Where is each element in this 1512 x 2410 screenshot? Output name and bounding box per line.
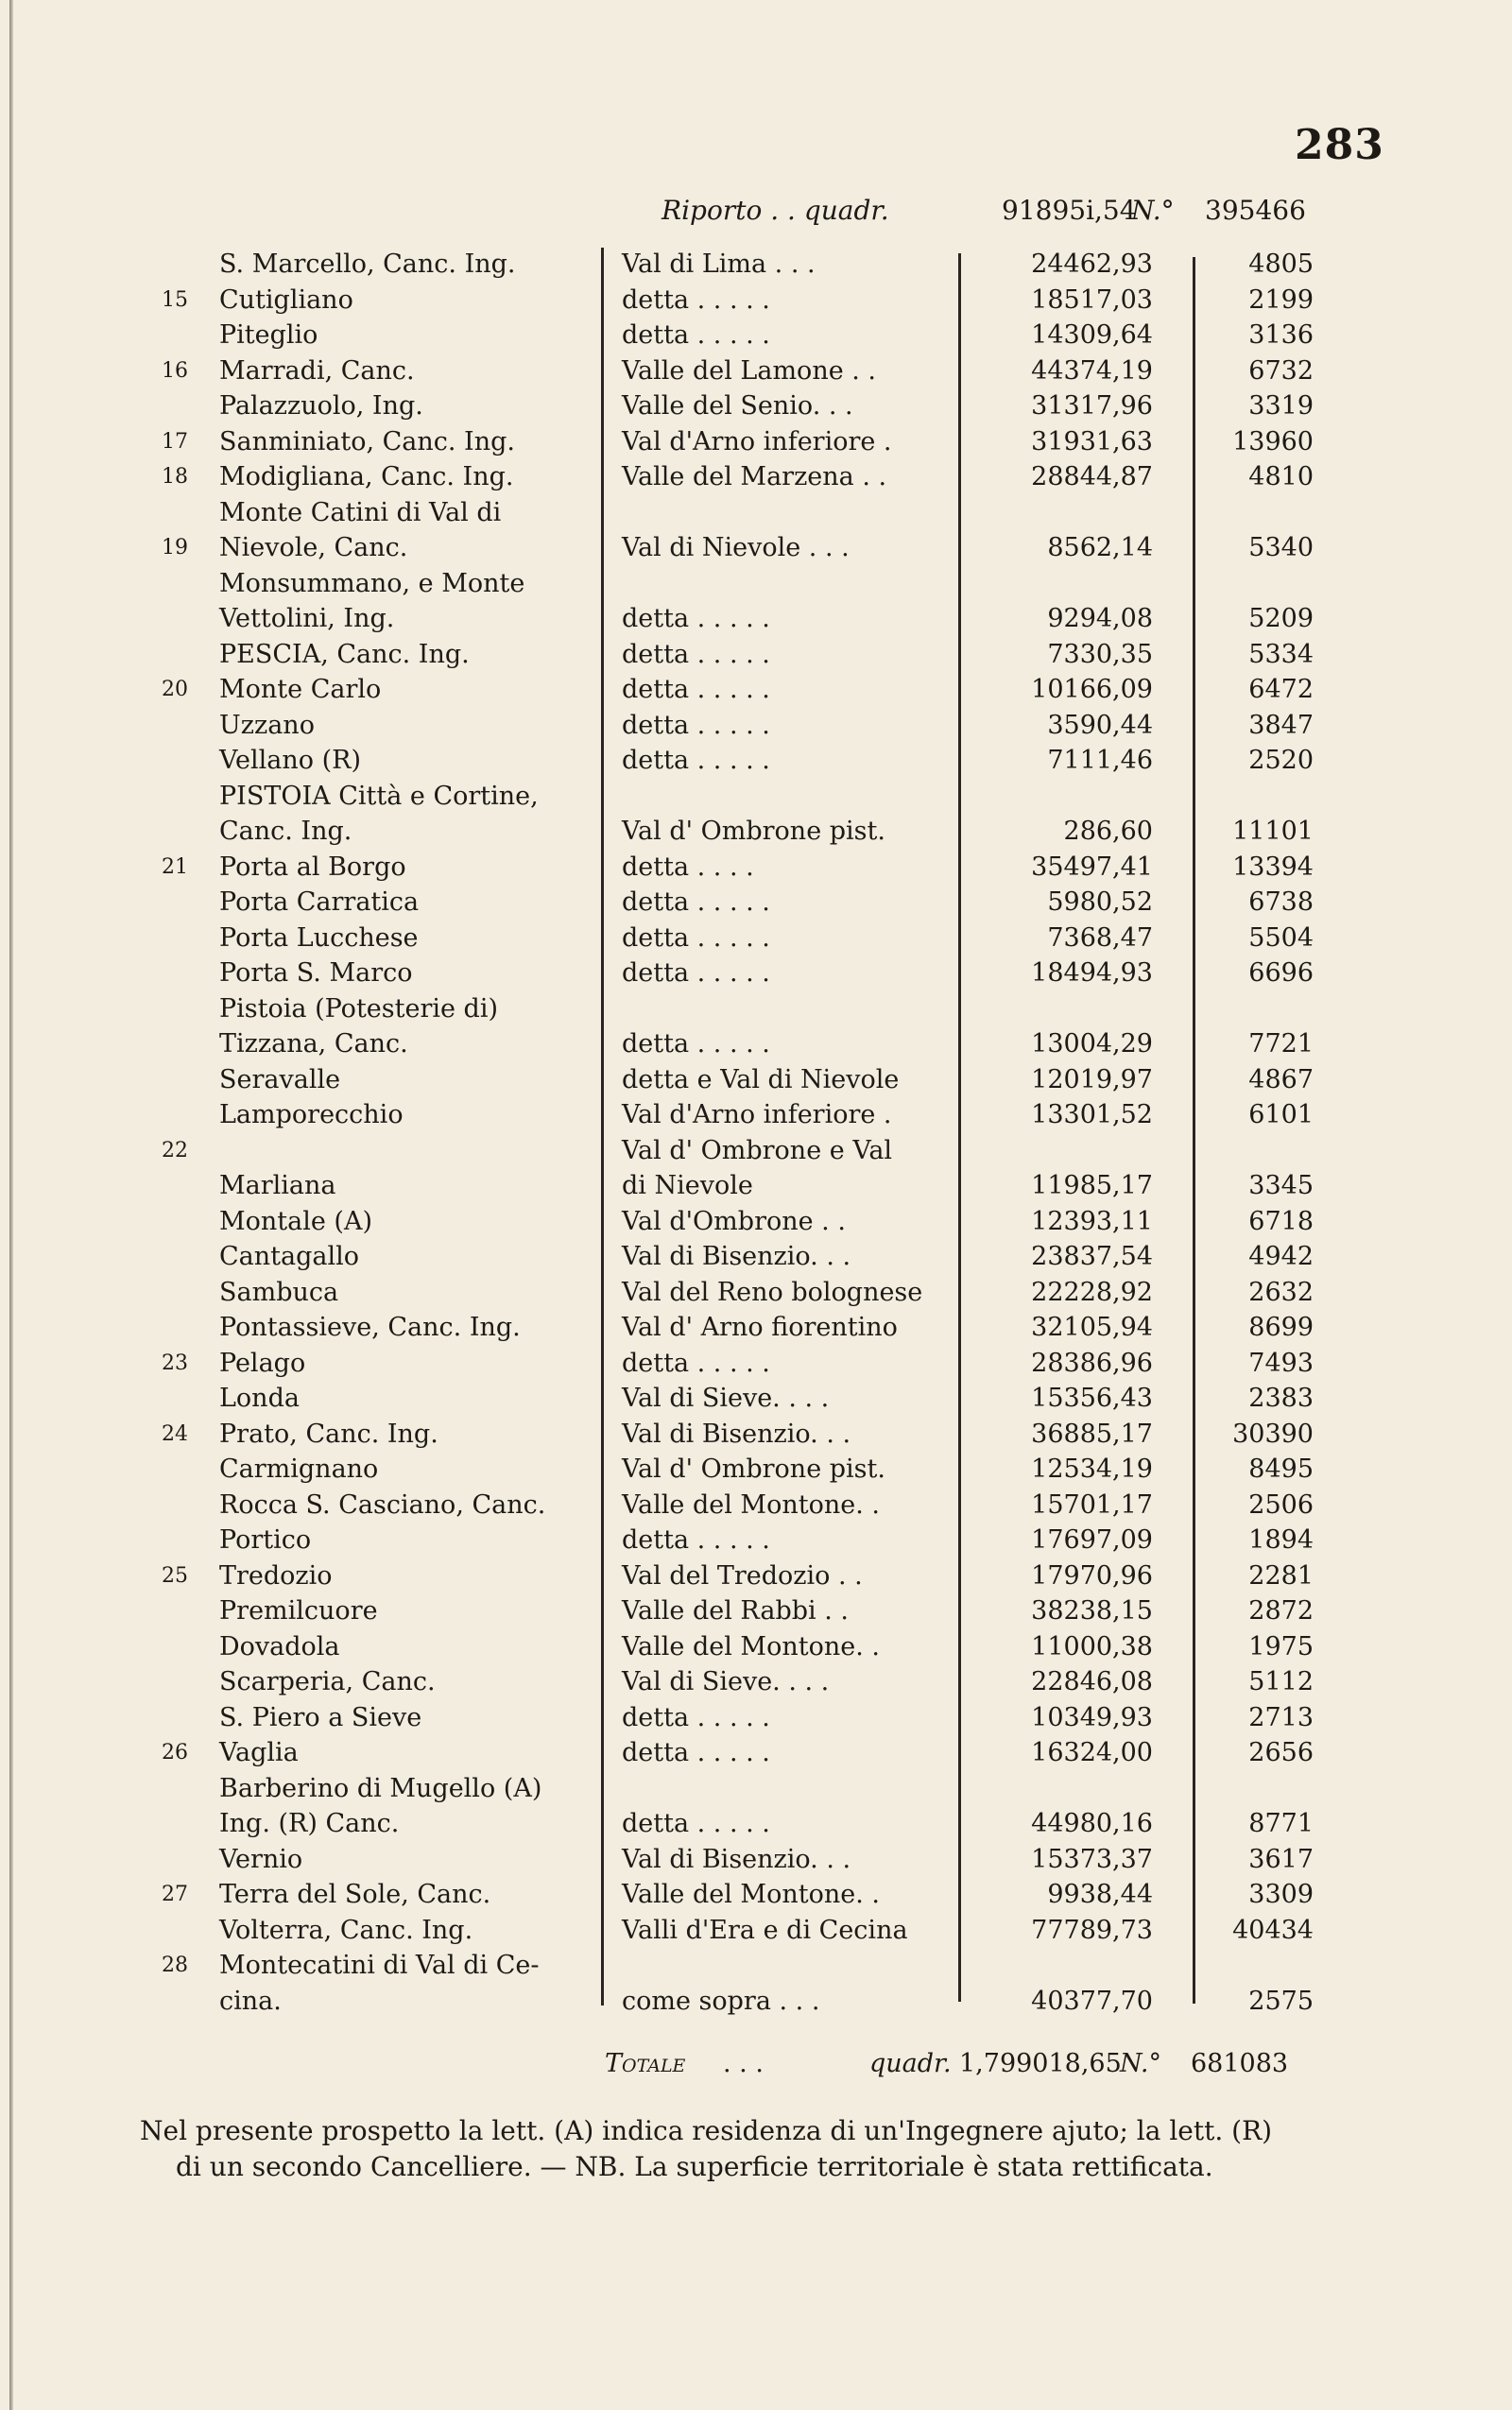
population: 40434: [1232, 1915, 1314, 1945]
surface-area: 5980,52: [1047, 887, 1153, 917]
table-row: [0, 1594, 1512, 1628]
commune-name: Pistoia (Potesterie di): [219, 993, 499, 1024]
surface-area: 16324,00: [1031, 1738, 1153, 1767]
commune-name: PESCIA, Canc. Ing.: [219, 639, 470, 669]
commune-name: Seravalle: [219, 1064, 341, 1094]
commune-name: Porta al Borgo: [219, 852, 406, 882]
surface-area: 38238,15: [1031, 1596, 1153, 1626]
population: 2281: [1248, 1560, 1314, 1591]
commune-name: Dovadola: [219, 1631, 340, 1661]
commune-name: Pelago: [219, 1348, 306, 1378]
population: 5504: [1248, 922, 1314, 953]
population: 8771: [1248, 1809, 1314, 1838]
table-row: [0, 1736, 1512, 1770]
valley-name: detta . . . . .: [622, 958, 770, 988]
district-number: 20: [162, 678, 188, 701]
totale-label: Totale: [605, 2049, 686, 2078]
population: 7493: [1248, 1348, 1314, 1378]
commune-name: Sambuca: [219, 1277, 339, 1307]
population: 13394: [1232, 852, 1314, 882]
commune-name: Cantagallo: [219, 1242, 359, 1271]
table-row: [0, 1418, 1512, 1452]
table-row: [0, 1027, 1512, 1061]
valley-name: Val di Bisenzio. . .: [622, 1844, 851, 1874]
table-row: [0, 921, 1512, 955]
valley-name: Val d' Ombrone e Val: [622, 1135, 893, 1165]
riporto-label: Riporto . . quadr.: [662, 195, 889, 226]
population: 5340: [1248, 533, 1314, 562]
commune-name: Modigliana, Canc. Ing.: [219, 462, 514, 491]
valley-name: di Nievole: [622, 1171, 753, 1200]
commune-name: Monte Carlo: [219, 675, 382, 704]
district-number: 23: [162, 1351, 188, 1375]
surface-area: 23837,54: [1031, 1242, 1153, 1271]
valley-name: Val di Nievole . . .: [622, 533, 850, 562]
table-row: [0, 1169, 1512, 1203]
district-number: 19: [162, 536, 188, 559]
table-row: [0, 496, 1512, 530]
valley-name: Valle del Marzena . .: [622, 462, 887, 491]
table-row: [0, 992, 1512, 1026]
table-row: [0, 1240, 1512, 1274]
population: 3617: [1248, 1844, 1314, 1874]
riporto-population: 395466: [1205, 195, 1306, 226]
population: 4867: [1248, 1064, 1314, 1094]
population: 2575: [1248, 1986, 1314, 2016]
table-row: [0, 354, 1512, 388]
commune-name: Volterra, Canc. Ing.: [219, 1915, 473, 1945]
valley-name: Val d'Ombrone . .: [622, 1206, 846, 1236]
commune-name: S. Piero a Sieve: [219, 1702, 422, 1732]
surface-area: 14309,64: [1031, 320, 1153, 350]
surface-area: 7368,47: [1047, 922, 1153, 953]
valley-name: Valle del Montone. .: [622, 1489, 880, 1520]
page-number: 283: [1295, 121, 1384, 169]
surface-area: 18517,03: [1031, 284, 1153, 315]
surface-area: 11985,17: [1031, 1171, 1153, 1200]
valley-name: detta . . . . .: [622, 639, 770, 669]
table-row: [0, 851, 1512, 885]
surface-area: 15356,43: [1031, 1384, 1153, 1413]
district-number: 28: [162, 1954, 188, 1977]
table-row: [0, 1098, 1512, 1132]
table-row: [0, 1134, 1512, 1168]
population: 5209: [1248, 604, 1314, 633]
table-row: [0, 1489, 1512, 1523]
commune-name: Porta Carratica: [219, 887, 420, 917]
population: 11101: [1232, 817, 1314, 846]
footnote-line-2: di un secondo Cancelliere. — NB. La superficie territoriale è stata rettificata.: [176, 2151, 1213, 2182]
commune-name: Vernio: [219, 1844, 303, 1874]
valley-name: detta . . . . .: [622, 746, 770, 775]
surface-area: 22228,92: [1031, 1277, 1153, 1307]
valley-name: Val d' Ombrone pist.: [622, 817, 885, 846]
population: 2632: [1248, 1277, 1314, 1307]
commune-name: Vellano (R): [219, 746, 361, 775]
district-number: 17: [162, 429, 188, 454]
valley-name: detta e Val di Nievole: [622, 1064, 900, 1094]
table-row: [0, 1347, 1512, 1381]
table-row: [0, 1276, 1512, 1310]
table-row: [0, 284, 1512, 318]
surface-area: 77789,73: [1031, 1915, 1153, 1945]
commune-name: Palazzuolo, Ing.: [219, 391, 423, 421]
population: 3345: [1248, 1171, 1314, 1200]
surface-area: 44980,16: [1031, 1809, 1153, 1838]
table-row: [0, 1630, 1512, 1664]
table-row: [0, 1914, 1512, 1948]
commune-name: Prato, Canc. Ing.: [219, 1419, 438, 1449]
valley-name: detta . . . . .: [622, 1029, 770, 1059]
table-row: [0, 815, 1512, 849]
surface-area: 35497,41: [1031, 852, 1153, 882]
valley-name: Val del Reno bolognese: [622, 1277, 923, 1307]
population: 30390: [1232, 1419, 1314, 1449]
commune-name: Monte Catini di Val di: [219, 497, 502, 527]
valley-name: Valle del Rabbi . .: [622, 1596, 850, 1626]
population: 6696: [1248, 958, 1314, 988]
commune-name: Tredozio: [219, 1560, 333, 1591]
population: 2383: [1248, 1384, 1314, 1413]
population: 2872: [1248, 1596, 1314, 1626]
commune-name: Uzzano: [219, 710, 315, 740]
population: 13960: [1232, 426, 1314, 456]
table-row: [0, 1453, 1512, 1487]
population: 6472: [1248, 675, 1314, 704]
table-row: [0, 673, 1512, 707]
totale-quadr: quadr.: [869, 2049, 952, 2078]
district-number: 25: [162, 1563, 188, 1588]
population: 8699: [1248, 1313, 1314, 1342]
totale-dots: . . .: [723, 2049, 764, 2078]
population: 1894: [1248, 1525, 1314, 1555]
table-row: [0, 1382, 1512, 1416]
table-row: [0, 1949, 1512, 1983]
surface-area: 8562,14: [1047, 533, 1153, 562]
commune-name: Piteglio: [219, 320, 318, 350]
commune-name: Porta Lucchese: [219, 922, 419, 953]
totale-population: 681083: [1191, 2049, 1289, 2078]
surface-area: 15701,17: [1031, 1489, 1153, 1520]
table-row: [0, 1772, 1512, 1806]
surface-area: 11000,38: [1031, 1631, 1153, 1661]
surface-area: 32105,94: [1031, 1313, 1153, 1342]
riporto-n-label: N.°: [1131, 195, 1175, 226]
population: 5112: [1248, 1667, 1314, 1696]
population: 8495: [1248, 1455, 1314, 1484]
valley-name: come sopra . . .: [622, 1986, 820, 2016]
valley-name: detta . . . . .: [622, 1809, 770, 1838]
commune-name: Portico: [219, 1525, 312, 1555]
commune-name: Londa: [219, 1384, 300, 1413]
population: 4805: [1248, 250, 1314, 279]
commune-name: Monsummano, e Monte: [219, 568, 525, 598]
commune-name: Canc. Ing.: [219, 817, 352, 846]
valley-name: detta . . . . .: [622, 320, 770, 350]
table-row: [0, 780, 1512, 814]
surface-area: 28386,96: [1031, 1348, 1153, 1378]
table-row: [0, 1063, 1512, 1097]
table-row: [0, 956, 1512, 990]
valley-name: detta . . . . .: [622, 887, 770, 917]
surface-area: 44374,19: [1031, 355, 1153, 386]
valley-name: Val d' Arno fiorentino: [622, 1313, 898, 1342]
surface-area: 17970,96: [1031, 1560, 1153, 1591]
table-row: [0, 1701, 1512, 1735]
valley-name: detta . . . . .: [622, 710, 770, 740]
table-row: [0, 248, 1512, 282]
population: 3319: [1248, 391, 1314, 421]
surface-area: 9294,08: [1047, 604, 1153, 633]
surface-area: 17697,09: [1031, 1525, 1153, 1555]
table-row: [0, 744, 1512, 778]
population: 6732: [1248, 355, 1314, 386]
population: 3847: [1248, 710, 1314, 740]
table-row: [0, 1665, 1512, 1699]
valley-name: detta . . . . .: [622, 1348, 770, 1378]
commune-name: Nievole, Canc.: [219, 533, 408, 562]
table-row: [0, 1205, 1512, 1239]
population: 4810: [1248, 462, 1314, 491]
commune-name: Marliana: [219, 1171, 336, 1200]
surface-area: 13301,52: [1031, 1100, 1153, 1129]
table-row: [0, 1311, 1512, 1345]
population: 2506: [1248, 1489, 1314, 1520]
surface-area: 10349,93: [1031, 1702, 1153, 1732]
valley-name: Val d'Arno inferiore .: [622, 1100, 892, 1129]
valley-name: detta . . . . .: [622, 1702, 770, 1732]
table-row: [0, 567, 1512, 601]
surface-area: 28844,87: [1031, 462, 1153, 491]
valley-name: Val d' Ombrone pist.: [622, 1455, 885, 1484]
riporto-area: 91895i,54: [1002, 195, 1137, 226]
district-number: 24: [162, 1421, 188, 1446]
valley-name: detta . . . . .: [622, 675, 770, 704]
surface-area: 36885,17: [1031, 1419, 1153, 1449]
commune-name: Tizzana, Canc.: [219, 1029, 408, 1059]
totale-line: [605, 2049, 1455, 2083]
commune-name: Lamporecchio: [219, 1100, 404, 1129]
commune-name: Ing. (R) Canc.: [219, 1809, 400, 1838]
table-row: [0, 318, 1512, 353]
surface-area: 7111,46: [1047, 746, 1153, 775]
valley-name: Valle del Lamone . .: [622, 355, 877, 386]
commune-name: PISTOIA Città e Cortine,: [219, 781, 539, 811]
commune-name: Montecatini di Val di Ce-: [219, 1951, 540, 1980]
surface-area: 10166,09: [1031, 675, 1153, 704]
population: 3136: [1248, 320, 1314, 350]
district-number: 22: [162, 1138, 188, 1162]
population: 2520: [1248, 746, 1314, 775]
commune-name: Pontassieve, Canc. Ing.: [219, 1313, 521, 1342]
surface-area: 286,60: [1063, 817, 1153, 846]
commune-name: S. Marcello, Canc. Ing.: [219, 250, 516, 279]
surface-area: 12534,19: [1031, 1455, 1153, 1484]
surface-area: 18494,93: [1031, 958, 1153, 988]
population: 2656: [1248, 1738, 1314, 1767]
valley-name: detta . . . .: [622, 852, 754, 882]
table-row: [0, 638, 1512, 672]
district-number: 18: [162, 465, 188, 489]
surface-area: 13004,29: [1031, 1029, 1153, 1059]
commune-name: Carmignano: [219, 1455, 379, 1484]
commune-name: Scarperia, Canc.: [219, 1667, 436, 1696]
population: 2199: [1248, 284, 1314, 315]
commune-name: Cutigliano: [219, 284, 353, 315]
commune-name: Porta S. Marco: [219, 958, 413, 988]
table-row: [0, 1523, 1512, 1558]
commune-name: Sanminiato, Canc. Ing.: [219, 426, 515, 456]
table-row: [0, 389, 1512, 423]
totale-area: 1,799018,65: [959, 2049, 1122, 2078]
commune-name: Vettolini, Ing.: [219, 604, 395, 633]
population: 3309: [1248, 1880, 1314, 1909]
table-row: [0, 1807, 1512, 1841]
population: 6718: [1248, 1206, 1314, 1236]
population: 6738: [1248, 887, 1314, 917]
footnote-line-1: Nel presente prospetto la lett. (A) indica residenza di un'Ingegnere ajuto; la lett. (R): [140, 2115, 1273, 2146]
surface-area: 3590,44: [1047, 710, 1153, 740]
valley-name: Val di Sieve. . . .: [622, 1384, 830, 1413]
valley-name: Valli d'Era e di Cecina: [622, 1915, 908, 1945]
surface-area: 40377,70: [1031, 1986, 1153, 2016]
surface-area: 9938,44: [1047, 1880, 1153, 1909]
surface-area: 12019,97: [1031, 1064, 1153, 1094]
table-row: [0, 709, 1512, 743]
table-row: [0, 1559, 1512, 1593]
population: 2713: [1248, 1702, 1314, 1732]
district-number: 26: [162, 1741, 188, 1764]
totale-n-label: N.°: [1120, 2049, 1161, 2078]
table-row: [0, 602, 1512, 636]
population: 4942: [1248, 1242, 1314, 1271]
population: 6101: [1248, 1100, 1314, 1129]
valley-name: Val di Lima . . .: [622, 250, 816, 279]
commune-name: Terra del Sole, Canc.: [219, 1880, 491, 1909]
population: 1975: [1248, 1631, 1314, 1661]
commune-name: cina.: [219, 1986, 282, 2016]
valley-name: Val di Bisenzio. . .: [622, 1242, 851, 1271]
valley-name: Valle del Senio. . .: [622, 391, 853, 421]
valley-name: Val di Sieve. . . .: [622, 1667, 830, 1696]
surface-area: 12393,11: [1031, 1206, 1153, 1236]
population: 5334: [1248, 639, 1314, 669]
commune-name: Premilcuore: [219, 1596, 378, 1626]
surface-area: 31931,63: [1031, 426, 1153, 456]
valley-name: detta . . . . .: [622, 1525, 770, 1555]
surface-area: 31317,96: [1031, 391, 1153, 421]
table-row: [0, 1843, 1512, 1877]
surface-area: 15373,37: [1031, 1844, 1153, 1874]
valley-name: detta . . . . .: [622, 604, 770, 633]
valley-name: Val d'Arno inferiore .: [622, 426, 892, 456]
table-row: [0, 425, 1512, 459]
table-row: [0, 1878, 1512, 1912]
commune-name: Marradi, Canc.: [219, 355, 415, 386]
population: 7721: [1248, 1029, 1314, 1059]
district-number: 27: [162, 1883, 188, 1906]
valley-name: Valle del Montone. .: [622, 1631, 880, 1661]
commune-name: Rocca S. Casciano, Canc.: [219, 1489, 546, 1520]
surface-area: 7330,35: [1047, 639, 1153, 669]
table-row: [0, 460, 1512, 494]
valley-name: Val di Bisenzio. . .: [622, 1419, 851, 1449]
valley-name: detta . . . . .: [622, 1738, 770, 1767]
table-row: [0, 531, 1512, 565]
table-row: [0, 886, 1512, 920]
valley-name: Valle del Montone. .: [622, 1880, 880, 1909]
district-number: 21: [162, 854, 188, 879]
commune-name: Montale (A): [219, 1206, 372, 1236]
surface-area: 24462,93: [1031, 250, 1153, 279]
commune-name: Vaglia: [219, 1738, 299, 1767]
district-number: 15: [162, 287, 188, 312]
surface-area: 22846,08: [1031, 1667, 1153, 1696]
valley-name: detta . . . . .: [622, 922, 770, 953]
valley-name: detta . . . . .: [622, 284, 770, 315]
district-number: 16: [162, 358, 188, 383]
table-row: [0, 1985, 1512, 2019]
commune-name: Barberino di Mugello (A): [219, 1773, 542, 1803]
valley-name: Val del Tredozio . .: [622, 1560, 863, 1591]
